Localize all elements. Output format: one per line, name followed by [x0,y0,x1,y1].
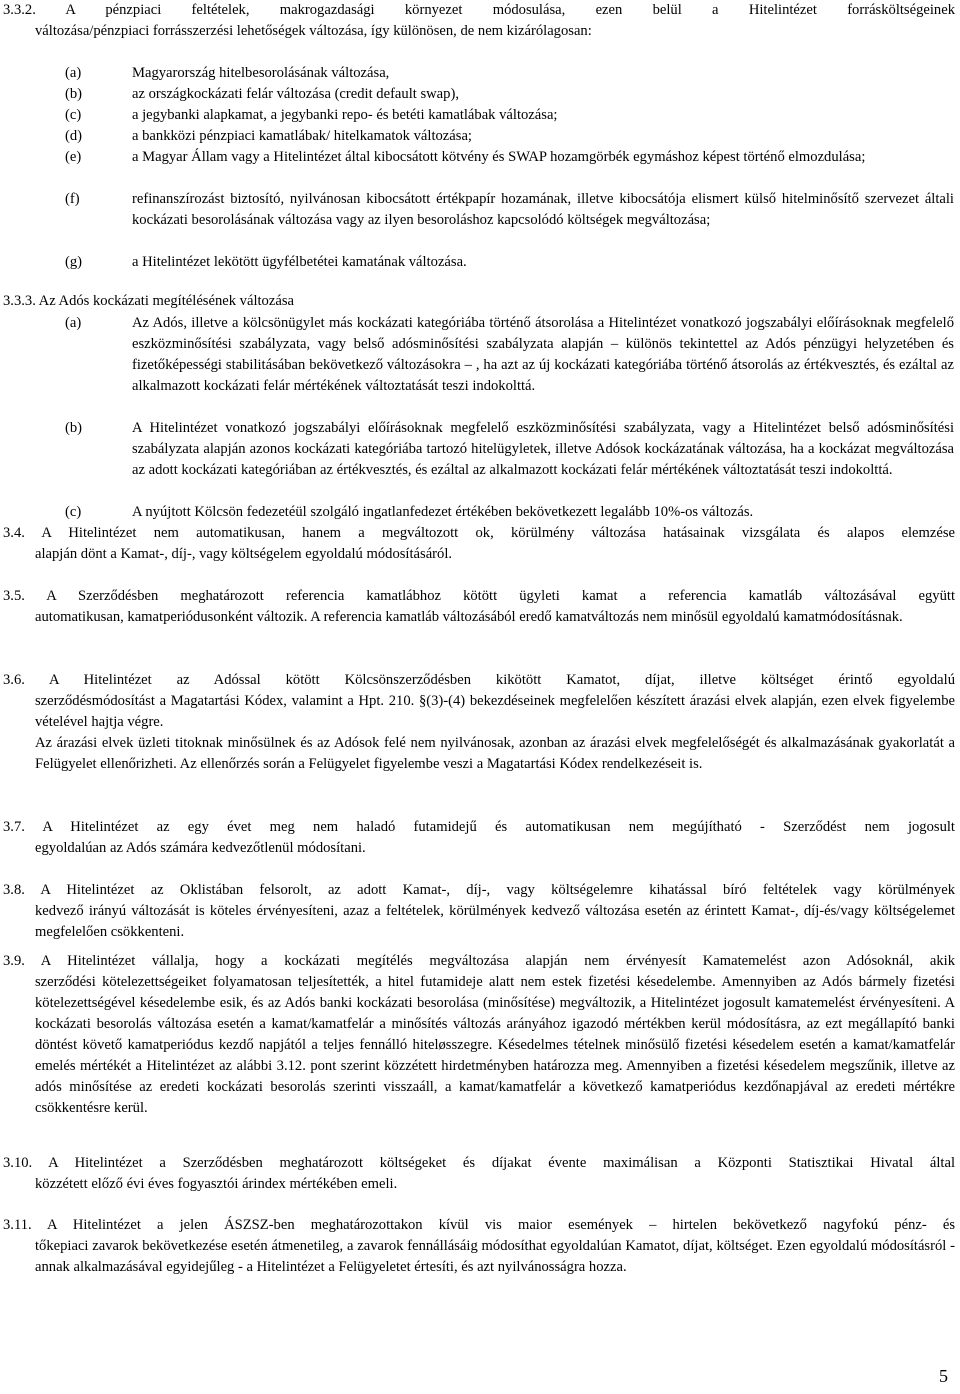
list-item-text: Magyarország hitelbesorolásának változása, [132,65,390,81]
paragraph-3-7-body: egyoldalúan az Adós számára kedvezőtlenül módosítani. [35,840,366,856]
paragraph-3-5-body: automatikusan, kamatperiódusonként változik. A referencia kamatláb változásából eredő kamatváltozás nem minősül egyoldalú kamatmódosításnak. [35,609,903,625]
section-3-3-2-lead-line2: változása/pénzpiaci forrásszerzési lehetőségek változása, így különösen, de nem kizárólagosan: [35,23,592,39]
item-label: (c) [65,107,82,123]
page-number: 5 [939,1366,948,1386]
item-label: (f) [65,191,80,207]
item-label: (g) [65,254,83,270]
paragraph-3-9-body: szerződési kötelezettségeiket folyamatosan teljesítették, a hitel futamideje alatt nem estek fizetési késedelembe. Amennyiben az Adós bármely fizetési kötelezettségével késedelembe esik, és az Adós banki kockázati besorolása (minősítése) megváltozik, a Hitelintézet jogosult kamatemelést érvényesíteni. A kockázati besorolás változása esetén a kamat/kamatfelár a minősítés változás arányához igazodó mértékben kerül módosításra, az ezt megállapító banki döntést követő kamatperiódus kezdő napjától a teljes fennálló hiteløsszegre. Késedelmes tételnek minősülő fizetési késedelem esetén a kamat/kamatfelár emelés mértékét a Hitelintézet az alábbi 3.12. pont szerint közzétett hirdetményben határozza meg. Amennyiben a fizetési késedelem megszűnik, illetve az adós minősítése az eredeti kockázati besorolás szerinti visszaáll, a kamat/kamatfelár a következő kamatperiódus kezdőnapjával az eredeti mértékre csökkentésre kerül. [35,974,955,1116]
list-item-text: a jegybanki alapkamat, a jegybanki repo- és betéti kamatlábak változása; [132,107,558,123]
list-item-text: a Hitelintézet lekötött ügyfélbetétei kamatának változása. [132,254,467,270]
item-label: (b) [65,86,83,102]
list-item-text: a bankközi pénzpiaci kamatlábak/ hitelkamatok változása; [132,128,472,144]
paragraph-3-6-body: szerződésmódosítást a Magatartási Kódex, valamint a Hpt. 210. §(3)-(4) bekezdéseinek megfelelően készített árazási elvek alapján, ezen elvek figyelembe vételével hajtja végre. [35,693,955,730]
item-label: (c) [65,504,82,520]
section-3-3-3-heading: 3.3.3. Az Adós kockázati megítélésének változása [3,293,294,309]
paragraph-3-9-line1: 3.9. A Hitelintézet vállalja, hogy a kockázati megítélés megváltozása alapján nem érvényesít Kamatemelést azon Adósoknál, akik [3,953,955,969]
paragraph-3-6-body-2: Az árazási elvek üzleti titoknak minősülnek és az Adósok felé nem nyilvánosak, azonban az árazási elvek megfelelőségét és alkalmazásának gyakorlatát a Felügyelet ellenőrizheti. Az ellenőrzés során a Felügyelet figyelembe veszi a Magatartási Kódex rendelkezéseit is. [35,735,955,772]
paragraph-3-11-line1: 3.11. A Hitelintézet a jelen ÁSZSZ-ben meghatározottakon kívül vis maior események – hirtelen bekövetkező nagyfokú pénz- és [3,1217,955,1233]
paragraph-3-8-line1: 3.8. A Hitelintézet az Oklistában felsorolt, az adott Kamat-, díj-, vagy költségelemre kihatással bíró feltételek vagy körülmények [3,882,955,898]
list-item-text: az országkockázati felár változása (credit default swap), [132,86,459,102]
list-item-text: a Magyar Állam vagy a Hitelintézet által kibocsátott kötvény és SWAP hozamgörbék egymáshoz képest történő elmozdulása; [132,149,866,165]
item-label: (e) [65,149,82,165]
list-item-text: A nyújtott Kölcsön fedezetéül szolgáló ingatlanfedezet értékében bekövetkezett legalább 10%-os változás. [132,504,754,520]
paragraph-3-4-body: alapján dönt a Kamat-, díj-, vagy költségelem egyoldalú módosításáról. [35,546,453,562]
section-3-3-2-lead-line1: 3.3.2. A pénzpiaci feltételek, makrogazdasági környezet módosulása, ezen belül a Hitelintézet forrásköltségeinek [3,2,955,18]
item-label: (d) [65,128,83,144]
list-item-text: Az Adós, illetve a kölcsönügylet más kockázati kategóriába történő átsorolása a Hitelintézet vonatkozó jogszabályi előírásoknak megfelelő eszközminősítési szabályzata, vagy belső adósminősítési szabályzata alapján – különös tekintettel az Adós pénzügyi helyzetében és fizetőképességi stabilitásában bekövetkező változásokra – , ha azt az új kockázati kategóriába történő átsorolás az értékvesztés, és ezáltal az alkalmazott kockázati felár mértékének változtatását teszi indokolttá. [132,315,954,394]
list-item-text: refinanszírozást biztosító, nyilvánosan kibocsátott értékpapír hozamának, illetve kibocsátója elismert külső hitelminősítő szervezet általi kockázati besorolásának változása vagy az ilyen besoroláshoz kapcsolódó költségek megváltozása; [132,191,954,228]
item-label: (a) [65,65,82,81]
paragraph-3-6-line1: 3.6. A Hitelintézet az Adóssal kötött Kölcsönszerződésben kikötött Kamatot, díjat, illetve költséget érintő egyoldalú [3,672,955,688]
list-item-text: A Hitelintézet vonatkozó jogszabályi előírásoknak megfelelő eszközminősítési szabályzata, vagy a Hitelintézet belső adósminősítési szabályzata alapján azonos kockázati kategóriába tartozó hitelügyletek, illetve Adósok kockázatának változása, ha a kockázat megváltozása az adott kockázati kategóriában az értékvesztés, és ezáltal az alkalmazott kockázati felár mértékének változtatását teszi indokolttá. [132,420,954,478]
paragraph-3-7-line1: 3.7. A Hitelintézet az egy évet meg nem haladó futamidejű és automatikusan nem megújítható - Szerződést nem jogosult [3,819,955,835]
paragraph-3-5-line1: 3.5. A Szerződésben meghatározott referencia kamatlábhoz kötött ügyleti kamat a referencia kamatláb változásával együtt [3,588,955,604]
item-label: (b) [65,420,83,436]
item-label: (a) [65,315,82,331]
paragraph-3-8-body: kedvező irányú változását is köteles érvényesíteni, azaz a feltételek, körülmények kedvező változása esetén az érintett Kamat-, díj-és/vagy költségelemet megfelelően csökkenteni. [35,903,955,940]
paragraph-3-11-body: tőkepiaci zavarok bekövetkezése esetén átmenetileg, a zavarok fennállásáig módosíthat egyoldalúan Kamatot, díjat, költséget. Ezen egyoldalú módosításról - annak alkalmazásával egyidejűleg - a Hitelintézet a Felügyeletet értesíti, és azt nyilvánosságra hozza. [35,1238,955,1275]
paragraph-3-10-line1: 3.10. A Hitelintézet a Szerződésben meghatározott költségeket és díjakat évente maximálisan a Központi Statisztikai Hivatal által [3,1155,955,1171]
paragraph-3-10-body: közzétett előző évi éves fogyasztói árindex mértékében emeli. [35,1176,398,1192]
paragraph-3-4-line1: 3.4. A Hitelintézet nem automatikusan, hanem a megváltozott ok, körülmény változása hatásainak vizsgálata és alapos elemzése [3,525,955,541]
